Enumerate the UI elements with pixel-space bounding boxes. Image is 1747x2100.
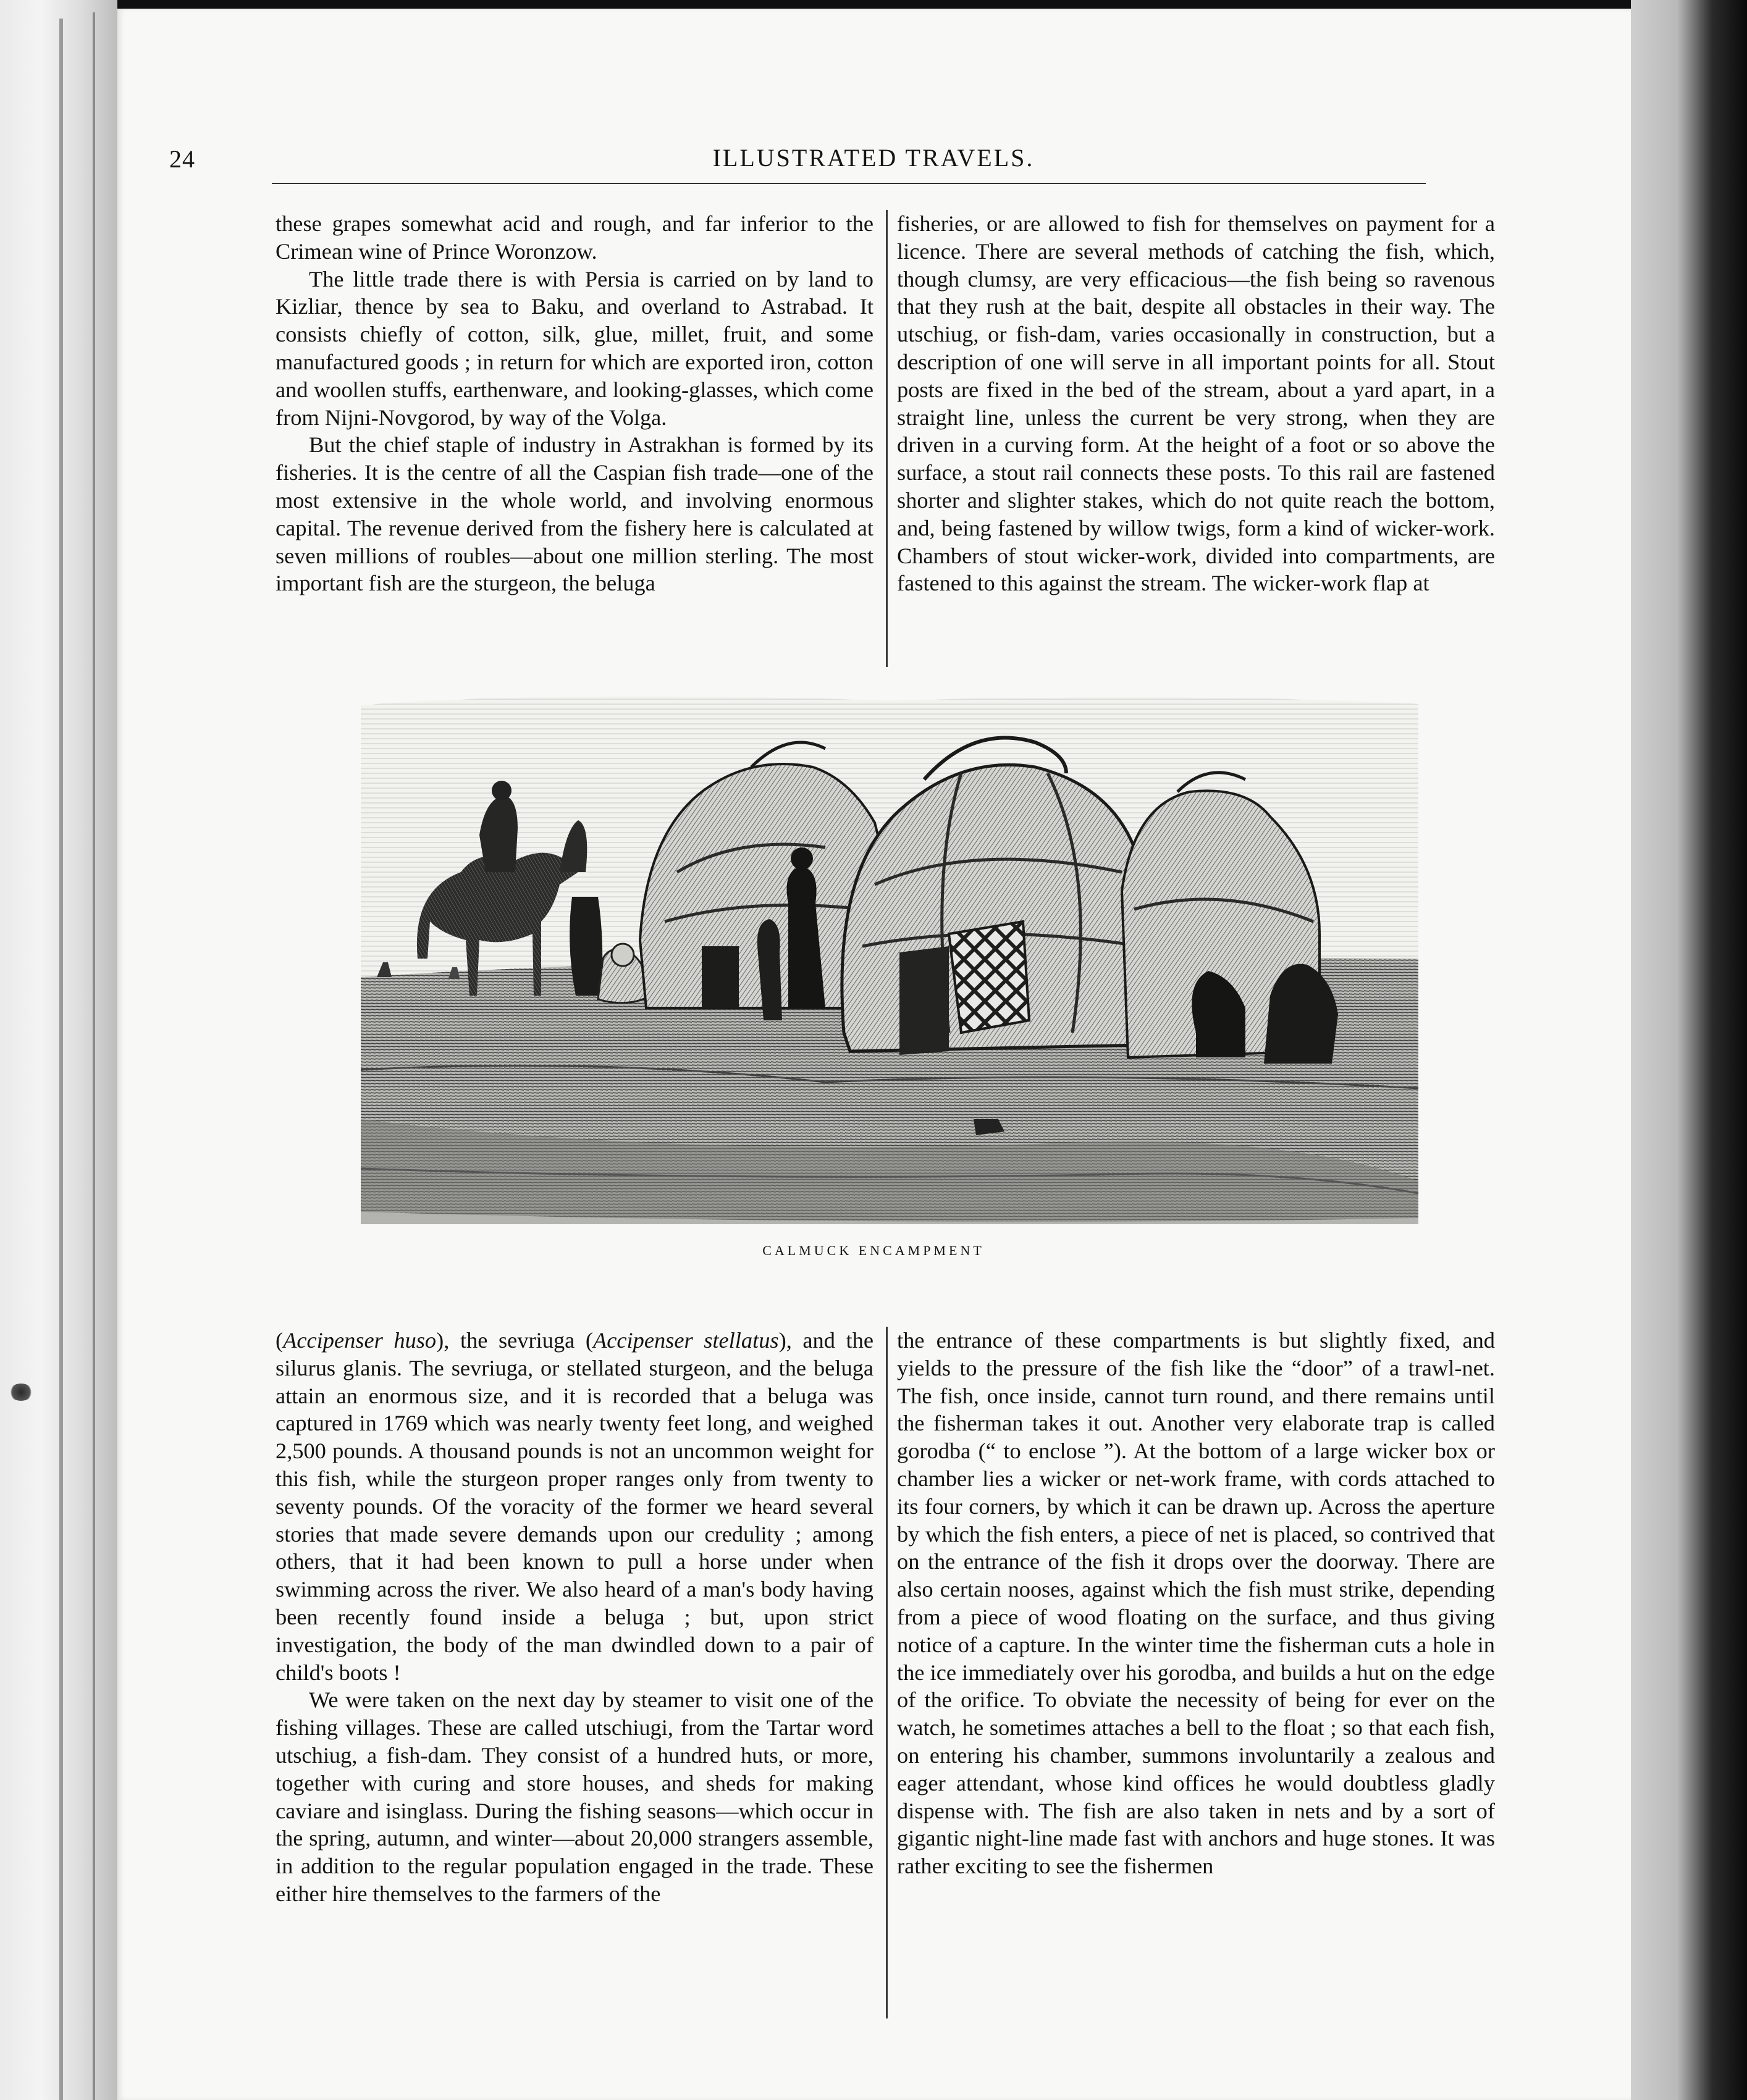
latin-name: Accipenser huso	[283, 1328, 437, 1353]
latin-name: Accipenser stellatus	[593, 1328, 779, 1353]
paragraph: the entrance of these compartments is but slightly fixed, and yields to the pressure of the fish like the “door” of a trawl-net. The fish, once inside, cannot turn round, and there remains until the fisherman takes it out. Another very elaborate trap is called gorodba (“ to enclose ”). At the bottom of a large wicker box or chamber lies a wicker or net-work frame, with cords attached to its four corners, by which it can be drawn up. Across the aperture by which the fish enters, a piece of net is placed, so contrived that on the entrance of the fish it drops over the doorway. There are also certain nooses, against which the fish must strike, depending from a piece of wood floating on the surface, and thus giving notice of a capture. In the winter time the fisherman cuts a hole in the ice immediately over his gorodba, and builds a hut on the edge of the orifice. To obviate the necessity of being for ever on the watch, he sometimes attaches a bell to the float ; so that each fish, on entering his chamber, summons involuntarily a zealous and eager attendant, whose kind offices he would doubtless gladly dispense with. The fish are also taken in nets and by a sort of gigantic night-line made fast with anchors and huge stones. It was rather exciting to see the fishermen	[897, 1328, 1495, 1879]
bottom-right-column	[897, 1327, 1495, 1880]
top-right-column	[897, 210, 1495, 597]
text-run: ), the sevriuga (	[436, 1328, 593, 1353]
text-run: (	[276, 1328, 284, 1353]
running-title: ILLUSTRATED TRAVELS.	[712, 144, 1035, 172]
scanner-right-margin	[1631, 0, 1747, 2100]
paragraph: But the chief staple of industry in Astrakhan is formed by its fisheries. It is the centre of all the Caspian fish trade—one of the most extensive in the whole world, and involving enormous capital. The revenue derived from the fishery here is calculated at seven millions of roubles—about one million sterling. The most important fish are the sturgeon, the beluga	[276, 432, 874, 596]
top-left-column	[276, 210, 874, 597]
column-divider	[886, 210, 888, 667]
page-edge-line	[93, 12, 95, 2100]
engraving-image	[356, 687, 1423, 1228]
page-number: 24	[169, 145, 195, 173]
scanner-left-margin	[0, 0, 117, 2100]
column-divider	[886, 1327, 888, 2018]
paragraph: The little trade there is with Persia is carried on by land to Kizliar, thence by sea to Baku, and overland to Astrabad. It consists chiefly of cotton, silk, glue, millet, fruit, and some manufactured goods ; in return for which are exported iron, cotton and woollen stuffs, earthenware, and looking-glasses, which come from Nijni-Novgorod, by way of the Volga.	[276, 266, 874, 430]
header-rule	[272, 183, 1426, 184]
text-run: ), and the silurus glanis. The sevriuga, or stellated sturgeon, and the beluga attain an enormous size, and it is recorded that a beluga was captured in 1769 which was nearly twenty feet long, and weighed 2,500 pounds. A thousand pounds is not an uncommon weight for this fish, while the sturgeon proper ranges only from twenty to seventy pounds. Of the voracity of the former we heard several stories that made severe demands upon our credulity ; among others, that it had been known to pull a horse under when swimming across the river. We also heard of a man's body having been recently found inside a beluga ; but, upon strict investigation, the body of the man dwindled down to a pair of child's boots !	[276, 1328, 874, 1685]
paragraph: We were taken on the next day by steamer to visit one of the fishing villages. These are called utschiugi, from the Tartar word utschiug, a fish-dam. They consist of a hundred huts, or more, together with curing and store houses, and sheds for making caviare and isinglass. During the fishing seasons—which occur in the spring, autumn, and winter—about 20,000 strangers assemble, in addition to the regular population engaged in the trade. These either hire themselves to the farmers of the	[276, 1687, 874, 1906]
paragraph	[276, 1327, 874, 1686]
paragraph: these grapes somewhat acid and rough, and far inferior to the Crimean wine of Prince Woronzow.	[276, 211, 874, 264]
bottom-left-column	[276, 1327, 874, 1908]
page-edge-line	[59, 19, 63, 2100]
paragraph: fisheries, or are allowed to fish for themselves on payment for a licence. There are several methods of catching the fish, which, though clumsy, are very efficacious—the fish being so ravenous that they rush at the bait, despite all obstacles in their way. The utschiug, or fish-dam, varies occasionally in construction, but a description of one will serve in all important points for all. Stout posts are fixed in the bed of the stream, about a yard apart, in a straight line, unless the current be very strong, when they are driven in a curving form. At the height of a foot or so above the surface, a stout rail connects these posts. To this rail are fastened shorter and slighter stakes, which do not quite reach the bottom, and, being fastened by willow twigs, form a kind of wicker-work. Chambers of stout wicker-work, divided into compartments, are fastened to this against the stream. The wicker-work flap at	[897, 211, 1495, 596]
illustration-caption: CALMUCK ENCAMPMENT	[762, 1243, 985, 1258]
ink-blot	[9, 1384, 33, 1401]
calmuck-encampment-engraving	[356, 687, 1423, 1228]
